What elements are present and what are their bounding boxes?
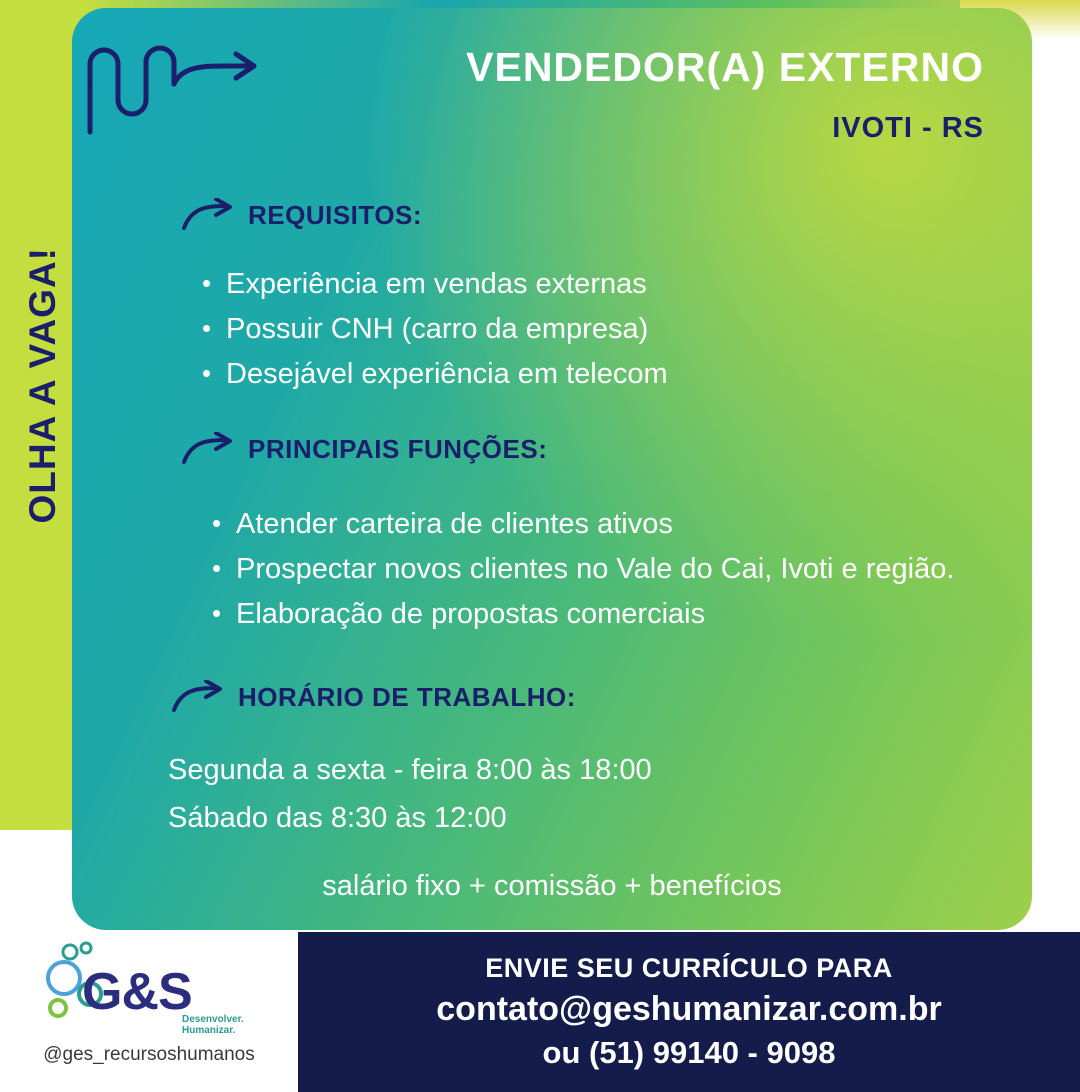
logo-text: G&S [82, 963, 192, 1021]
list-item: • Prospectar novos clientes no Vale do Cai, Ivoti e região. [208, 547, 954, 592]
heading-text: REQUISITOS: [248, 199, 423, 230]
footer-cta [298, 932, 1080, 1092]
list-item: • Elaboração de propostas comerciais [208, 592, 954, 637]
list-item: • Desejável experiência em telecom [198, 352, 668, 397]
list-item: • Experiência em vendas externas [198, 262, 668, 307]
schedule-block [168, 746, 652, 842]
requisitos-list [198, 262, 668, 397]
schedule-line: Sábado das 8:30 às 12:00 [168, 802, 507, 834]
job-location: IVOTI - RS [832, 112, 984, 144]
page-title: VENDEDOR(A) EXTERNO [466, 44, 984, 90]
schedule-line: Segunda a sexta - feira 8:00 às 18:00 [168, 754, 652, 786]
arrow-icon [172, 680, 224, 714]
social-handle[interactable]: @ges_recursoshumanos [43, 1044, 255, 1065]
side-label-text: OLHA A VAGA! [22, 246, 63, 524]
squiggle-decoration [78, 22, 278, 142]
logo-tagline: Desenvolver. Humanizar. [182, 1014, 244, 1036]
section-heading-horario [172, 680, 576, 714]
logo [34, 938, 264, 1042]
arrow-icon [182, 432, 234, 466]
funcoes-list [208, 502, 954, 637]
heading-text: HORÁRIO DE TRABALHO: [238, 681, 576, 712]
salary-line: salário fixo + comissão + benefícios [322, 870, 782, 902]
heading-text: PRINCIPAIS FUNÇÕES: [248, 433, 548, 464]
list-item: • Atender carteira de clientes ativos [208, 502, 954, 547]
cta-email[interactable]: contato@geshumanizar.com.br [436, 990, 942, 1028]
cta-heading: ENVIE SEU CURRÍCULO PARA [485, 953, 893, 983]
cta-phone[interactable]: ou (51) 99140 - 9098 [542, 1035, 836, 1070]
list-item: • Possuir CNH (carro da empresa) [198, 307, 668, 352]
section-heading-funcoes [182, 432, 547, 466]
footer-branding [0, 932, 298, 1092]
main-card [72, 8, 1032, 930]
section-heading-requisitos [182, 198, 422, 232]
arrow-icon [182, 198, 234, 232]
